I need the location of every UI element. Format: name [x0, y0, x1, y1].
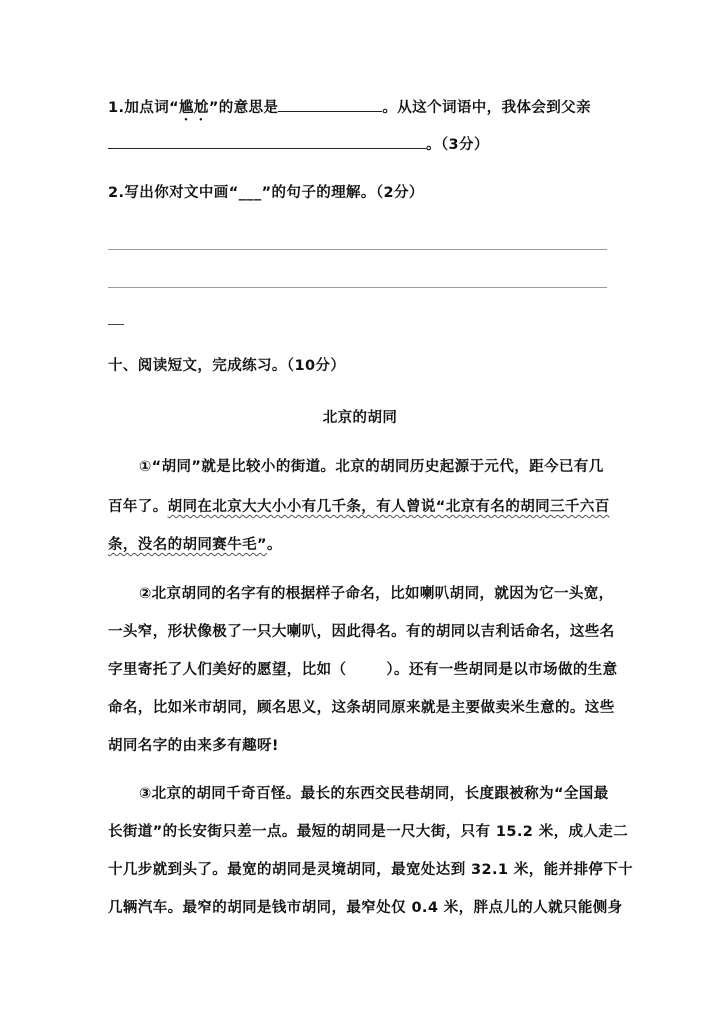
p2-line-5: 胡同名字的由来多有趣呀! [108, 738, 279, 754]
p2-line-2: 一头窄，形状像极了一只大喇叭，因此得名。有的胡同以吉利话命名，这些名 [108, 624, 615, 640]
p1-underlined-sentence-a: 胡同在北京大大小小有几千条，有人曾说“北京有名的胡同三千六百 [167, 499, 610, 515]
p3-line-1: ③北京的胡同千奇百怪。最长的东西交民巷胡同，长度跟被称为“全国最 [139, 786, 609, 802]
p3-line-3: 十几步就到头了。最宽的胡同是灵境胡同，最宽处达到 32.1 米，能并排停下十 [108, 862, 634, 878]
p2-line-4: 命名，比如米市胡同，顾名思义，这条胡同原来就是主要做卖米生意的。这些 [108, 700, 615, 716]
answer-line-1[interactable] [108, 249, 607, 250]
p1-line-1: ①“胡同”就是比较小的街道。北京的胡同历史起源于元代，距今已有几 [139, 459, 604, 475]
q2-mark: ___ [238, 185, 262, 201]
q1-answer-blank-2[interactable] [108, 134, 426, 149]
q1-after-blank: 。从这个词语中，我体会到父亲 [382, 100, 591, 116]
article-title: 北京的胡同 [322, 410, 398, 426]
answer-line-3[interactable] [108, 324, 124, 325]
p3-line-4: 几辆汽车。最窄的胡同是钱市胡同，最窄处仅 0.4 米，胖点儿的人就只能侧身 [108, 900, 623, 916]
p2-line-3b: ）。还有一些胡同是以市场做的生意 [386, 662, 618, 678]
q1-prefix: 1.加点词“ [108, 100, 180, 116]
p2-line-3a: 字里寄托了人们美好的愿望，比如（ [108, 662, 347, 678]
question-2 [108, 183, 612, 203]
q2-suffix: ”的句子的理解。（2分） [261, 185, 424, 201]
p1-underlined-sentence-b: 条，没名的胡同赛牛毛” [108, 537, 267, 553]
section-heading: 十、阅读短文，完成练习。（10分） [108, 358, 346, 374]
q1-emphasized-word: 尴尬 [179, 100, 209, 116]
p1-line-2 [108, 497, 612, 517]
question-1-line-1 [108, 97, 612, 124]
p3-line-2: 长街道”的长安街只差一点。最短的胡同是一尺大街，只有 15.2 米，成人走二 [108, 824, 629, 840]
answer-line-2[interactable] [108, 287, 607, 288]
p2-line-3 [108, 660, 618, 680]
q2-prefix: 2.写出你对文中画“ [108, 185, 239, 201]
p1-line-3-end: 。 [266, 537, 282, 553]
q1-mid: ”的意思是 [208, 100, 279, 116]
p2-line-1: ②北京胡同的名字有的根据样子命名，比如喇叭胡同，就因为它一头宽， [139, 586, 614, 602]
q1-answer-blank-1[interactable] [278, 97, 382, 112]
p1-line-3 [108, 535, 612, 555]
question-1-line-2 [108, 134, 612, 155]
q1-end: 。（3分） [426, 137, 489, 153]
p1-line-2-plain: 百年了。 [108, 499, 168, 515]
